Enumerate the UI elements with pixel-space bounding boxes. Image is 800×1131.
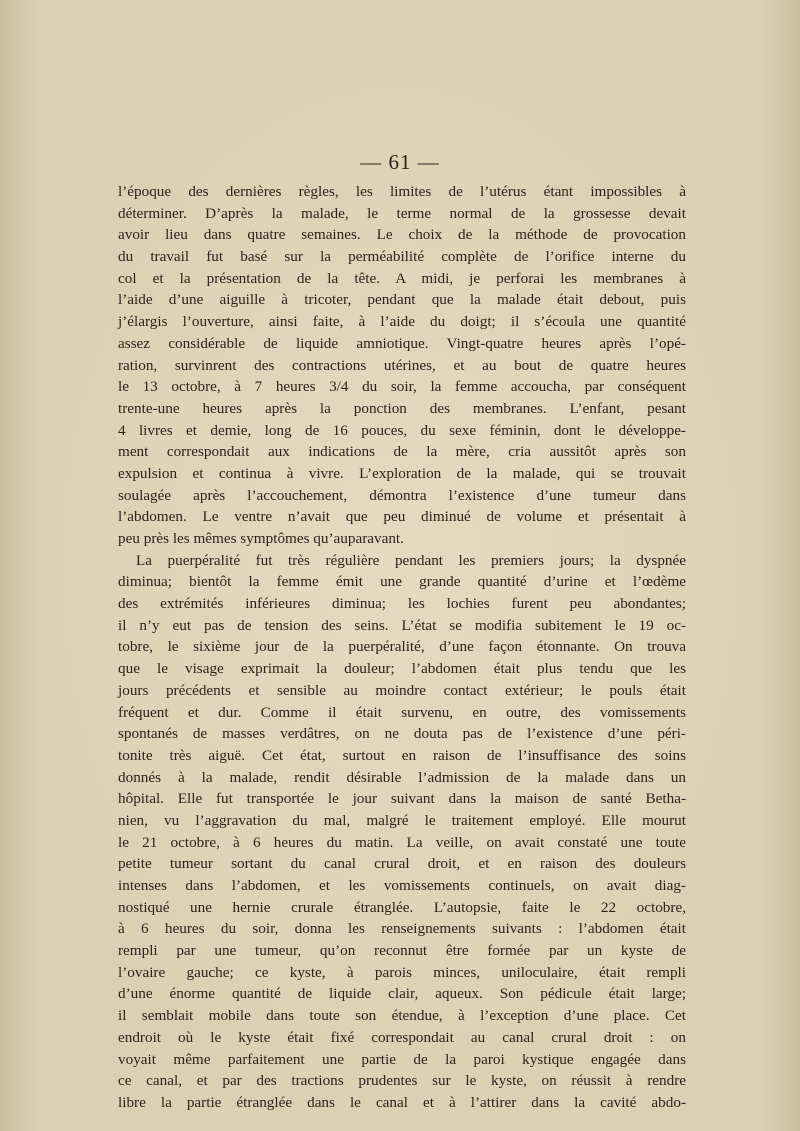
text-line: des extrémités inférieures diminua; les lochies furent peu abondantes; <box>118 595 686 613</box>
text-line: intenses dans l’abdomen, et les vomissements continuels, on avait diag- <box>118 877 686 894</box>
text-line: tobre, le sixième jour de la puerpéralité, d’une façon étonnante. On trouva <box>118 638 686 656</box>
text-line: l’époque des dernières règles, les limites de l’utérus étant impossibles à <box>118 183 686 200</box>
text-line: petite tumeur sortant du canal crural droit, et en raison des douleurs <box>118 855 686 873</box>
text-line: d’une énorme quantité de liquide clair, aqueux. Son pédicule était large; <box>118 985 686 1003</box>
text-line: La puerpéralité fut très régulière pendant les premiers jours; la dyspnée <box>136 551 686 569</box>
text-line: déterminer. D’après la malade, le terme normal de la grossesse devait <box>118 204 686 222</box>
text-line: libre la partie étranglée dans le canal et à l’attirer dans la cavité abdo- <box>118 1093 686 1111</box>
text-line: diminua; bientôt la femme émit une grande quantité d’urine et l’œdème <box>118 573 686 591</box>
text-line: que le visage exprimait la douleur; l’abdomen était plus tendu que les <box>118 660 686 678</box>
text-line: ration, survinrent des contractions utérines, et au bout de quatre heures <box>118 356 686 374</box>
text-line: fréquent et dur. Comme il était survenu, en outre, des vomissements <box>118 703 686 721</box>
text-line: le 21 octobre, à 6 heures du matin. La veille, on avait constaté une toute <box>118 833 686 851</box>
text-line: ce canal, et par des tractions prudentes sur le kyste, on réussit à rendre <box>118 1072 686 1090</box>
text-line: avoir lieu dans quatre semaines. Le choix de la méthode de provocation <box>118 226 686 244</box>
body-text <box>118 181 686 1114</box>
page-number: — 61 — <box>360 150 440 174</box>
text-line: l’ovaire gauche; ce kyste, à parois minces, uniloculaire, était rempli <box>118 963 686 981</box>
text-line: assez considérable de liquide amniotique. Vingt-quatre heures après l’opé- <box>118 334 686 352</box>
text-line: 4 livres et demie, long de 16 pouces, du sexe féminin, dont le développe- <box>118 421 686 439</box>
text-line: il n’y eut pas de tension des seins. L’état se modifia subitement le 19 oc- <box>118 616 686 634</box>
text-line: col et la présentation de la tête. A midi, je perforai les membranes à <box>118 269 686 287</box>
text-line: voyait même parfaitement une partie de la paroi kystique engagée dans <box>118 1050 686 1068</box>
text-line: spontanés de masses verdâtres, on ne douta pas de l’existence d’une péri- <box>118 725 686 743</box>
text-line: peu près les mêmes symptômes qu’auparavant. <box>118 530 404 547</box>
text-line: j’élargis l’ouverture, ainsi faite, à l’aide du doigt; il s’écoula une quantité <box>118 313 686 331</box>
text-line: l’abdomen. Le ventre n’avait que peu diminué de volume et présentait à <box>118 508 686 526</box>
text-line: jours précédents et sensible au moindre contact extérieur; le pouls était <box>118 681 686 699</box>
text-line: trente-une heures après la ponction des membranes. L’enfant, pesant <box>118 399 686 417</box>
text-line: endroit où le kyste était fixé correspondait au canal crural droit : on <box>118 1028 686 1046</box>
text-line: le 13 octobre, à 7 heures 3/4 du soir, la femme accoucha, par conséquent <box>118 378 686 396</box>
text-line: nostiqué une hernie crurale étranglée. L’autopsie, faite le 22 octobre, <box>118 898 686 916</box>
text-line: ment correspondait aux indications de la mère, cria aussitôt après son <box>118 443 686 461</box>
text-line: tonite très aiguë. Cet état, surtout en raison de l’insuffisance des soins <box>118 746 686 764</box>
text-line: il semblait mobile dans toute son étendue, à l’exception d’une place. Cet <box>118 1007 686 1025</box>
text-line: expulsion et continua à vivre. L’exploration de la malade, qui se trouvait <box>118 464 686 482</box>
text-line: soulagée après l’accouchement, démontra l’existence d’une tumeur dans <box>118 486 686 504</box>
text-line: l’aide d’une aiguille à tricoter, pendant que la malade était debout, puis <box>118 291 686 309</box>
text-line: nien, vu l’aggravation du mal, malgré le traitement employé. Elle mourut <box>118 811 686 829</box>
text-line: à 6 heures du soir, donna les renseignements suivants : l’abdomen était <box>118 920 686 938</box>
text-line: hôpital. Elle fut transportée le jour suivant dans la maison de santé Betha- <box>118 790 686 808</box>
text-line: du travail fut basé sur la perméabilité complète de l’orifice interne du <box>118 248 686 266</box>
text-line: donnés à la malade, rendit désirable l’admission de la malade dans un <box>118 768 686 786</box>
text-line: rempli par une tumeur, qu’on reconnut être formée par un kyste de <box>118 942 686 960</box>
